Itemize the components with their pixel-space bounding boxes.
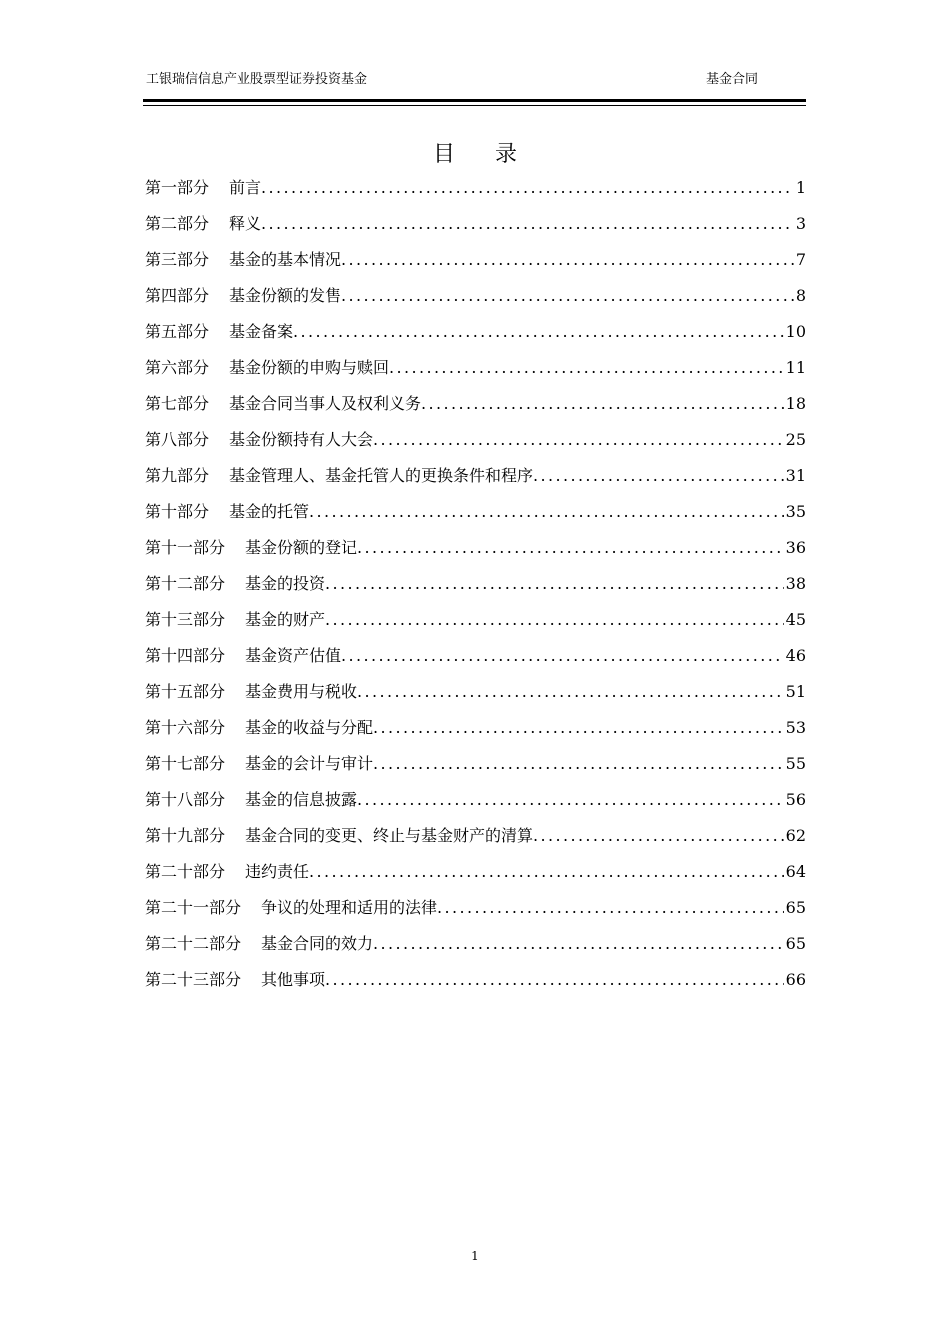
toc-entry-leader xyxy=(341,246,794,274)
toc-entry-leader xyxy=(341,282,794,310)
toc-entry-title: 基金的会计与审计 xyxy=(245,754,374,773)
toc-entry-title: 基金的收益与分配 xyxy=(245,718,374,737)
toc-entry-page: 38 xyxy=(785,574,806,593)
toc-entry-part: 第三部分 xyxy=(145,250,210,269)
toc-entry-leader xyxy=(325,570,784,598)
toc-entry-part: 第八部分 xyxy=(145,430,210,449)
toc-entry-leader xyxy=(325,606,784,634)
toc-entry-part: 第二部分 xyxy=(145,214,210,233)
toc-entry-leader xyxy=(261,174,794,202)
toc-entry[interactable] xyxy=(145,354,806,390)
toc-entry-page: 56 xyxy=(785,790,806,809)
toc-entry-leader xyxy=(357,678,784,706)
toc-entry-title: 基金份额持有人大会 xyxy=(229,430,374,449)
toc-entry-leader xyxy=(293,318,784,346)
toc-entry[interactable] xyxy=(145,318,806,354)
toc-entry-title: 争议的处理和适用的法律 xyxy=(261,898,438,917)
toc-entry-leader xyxy=(309,858,784,886)
toc-entry-leader xyxy=(389,354,784,382)
header-fund-name: 工银瑞信信息产业股票型证券投资基金 xyxy=(146,72,368,87)
toc-entry-page: 64 xyxy=(785,862,806,881)
toc-entry-part: 第九部分 xyxy=(145,466,210,485)
toc-entry-page: 18 xyxy=(785,394,806,413)
toc-entry-title: 基金费用与税收 xyxy=(245,682,358,701)
toc-entry-leader xyxy=(373,930,784,958)
toc-entry[interactable] xyxy=(145,390,806,426)
toc-entry-title: 基金资产估值 xyxy=(245,646,342,665)
toc-entry[interactable] xyxy=(145,246,806,282)
toc-entry-leader xyxy=(341,642,784,670)
toc-entry[interactable] xyxy=(145,966,806,1002)
toc-title: 目录 xyxy=(432,142,557,167)
page-number: 1 xyxy=(471,1249,479,1263)
toc-entry-title: 其他事项 xyxy=(261,970,326,989)
toc-entry-part: 第六部分 xyxy=(145,358,210,377)
toc-entry-part: 第十八部分 xyxy=(145,790,226,809)
toc-entry-page: 31 xyxy=(785,466,806,485)
toc-entry[interactable] xyxy=(145,894,806,930)
toc-entry-page: 66 xyxy=(785,970,806,989)
toc-entry-page: 10 xyxy=(785,322,806,341)
toc-entry-page: 65 xyxy=(785,898,806,917)
toc-entry-page: 55 xyxy=(785,754,806,773)
table-of-contents xyxy=(145,174,806,1002)
toc-entry-leader xyxy=(421,390,784,418)
toc-entry-part: 第十五部分 xyxy=(145,682,226,701)
toc-entry-title: 基金备案 xyxy=(229,322,294,341)
toc-entry-part: 第二十一部分 xyxy=(145,898,242,917)
toc-entry-title: 基金的信息披露 xyxy=(245,790,358,809)
toc-entry-page: 46 xyxy=(785,646,806,665)
toc-entry-page: 7 xyxy=(795,250,806,269)
toc-entry[interactable] xyxy=(145,930,806,966)
toc-entry-part: 第二十二部分 xyxy=(145,934,242,953)
toc-entry-title: 基金的财产 xyxy=(245,610,326,629)
toc-entry[interactable] xyxy=(145,570,806,606)
toc-entry-page: 36 xyxy=(785,538,806,557)
toc-entry-leader xyxy=(437,894,784,922)
toc-entry-title: 基金的基本情况 xyxy=(229,250,342,269)
toc-entry-part: 第四部分 xyxy=(145,286,210,305)
toc-entry-page: 35 xyxy=(785,502,806,521)
toc-entry-title: 前言 xyxy=(229,178,262,197)
toc-entry-leader xyxy=(357,534,784,562)
toc-entry-page: 1 xyxy=(795,178,806,197)
toc-entry-title: 基金合同的变更、终止与基金财产的清算 xyxy=(245,826,534,845)
toc-entry-part: 第十四部分 xyxy=(145,646,226,665)
toc-entry-part: 第七部分 xyxy=(145,394,210,413)
toc-entry-leader xyxy=(325,966,784,994)
toc-entry-part: 第十三部分 xyxy=(145,610,226,629)
toc-entry-title: 释义 xyxy=(229,214,262,233)
toc-entry-title: 基金的投资 xyxy=(245,574,326,593)
toc-entry[interactable] xyxy=(145,174,806,210)
toc-entry-part: 第十七部分 xyxy=(145,754,226,773)
toc-entry[interactable] xyxy=(145,534,806,570)
toc-entry-part: 第一部分 xyxy=(145,178,210,197)
toc-entry[interactable] xyxy=(145,714,806,750)
toc-entry-page: 11 xyxy=(785,358,806,377)
toc-entry-title: 基金份额的发售 xyxy=(229,286,342,305)
toc-entry-part: 第二十部分 xyxy=(145,862,226,881)
toc-entry-page: 53 xyxy=(785,718,806,737)
toc-entry[interactable] xyxy=(145,498,806,534)
toc-entry-page: 3 xyxy=(795,214,806,233)
toc-entry[interactable] xyxy=(145,462,806,498)
toc-entry-leader xyxy=(373,426,784,454)
toc-entry[interactable] xyxy=(145,786,806,822)
toc-entry-part: 第五部分 xyxy=(145,322,210,341)
header-rule-thick xyxy=(143,99,806,102)
toc-entry[interactable] xyxy=(145,642,806,678)
toc-entry-leader xyxy=(261,210,794,238)
toc-entry-page: 45 xyxy=(785,610,806,629)
toc-entry-part: 第十部分 xyxy=(145,502,210,521)
toc-entry-part: 第十九部分 xyxy=(145,826,226,845)
toc-entry-page: 62 xyxy=(785,826,806,845)
toc-entry-part: 第十六部分 xyxy=(145,718,226,737)
toc-entry[interactable] xyxy=(145,678,806,714)
toc-entry-part: 第二十三部分 xyxy=(145,970,242,989)
header-rule-thin xyxy=(143,105,806,106)
toc-entry[interactable] xyxy=(145,210,806,246)
toc-entry-part: 第十一部分 xyxy=(145,538,226,557)
toc-entry[interactable] xyxy=(145,426,806,462)
toc-entry-leader xyxy=(357,786,784,814)
toc-entry-page: 51 xyxy=(785,682,806,701)
toc-entry[interactable] xyxy=(145,858,806,894)
toc-entry-leader xyxy=(533,822,784,850)
toc-entry-leader xyxy=(309,498,784,526)
toc-entry-leader xyxy=(373,750,784,778)
toc-entry-title: 基金份额的登记 xyxy=(245,538,358,557)
header-document-type: 基金合同 xyxy=(706,72,759,87)
toc-entry[interactable] xyxy=(145,282,806,318)
toc-entry[interactable] xyxy=(145,750,806,786)
toc-entry-title: 违约责任 xyxy=(245,862,310,881)
toc-entry-leader xyxy=(533,462,784,490)
toc-entry-title: 基金的托管 xyxy=(229,502,310,521)
toc-entry-title: 基金份额的申购与赎回 xyxy=(229,358,390,377)
page-header xyxy=(146,66,806,88)
toc-entry-page: 65 xyxy=(785,934,806,953)
toc-entry-title: 基金合同当事人及权利义务 xyxy=(229,394,422,413)
toc-entry-page: 8 xyxy=(795,286,806,305)
toc-entry-part: 第十二部分 xyxy=(145,574,226,593)
toc-entry-title: 基金合同的效力 xyxy=(261,934,374,953)
toc-entry[interactable] xyxy=(145,822,806,858)
toc-entry-title: 基金管理人、基金托管人的更换条件和程序 xyxy=(229,466,534,485)
toc-entry[interactable] xyxy=(145,606,806,642)
toc-entry-leader xyxy=(373,714,784,742)
toc-entry-page: 25 xyxy=(785,430,806,449)
